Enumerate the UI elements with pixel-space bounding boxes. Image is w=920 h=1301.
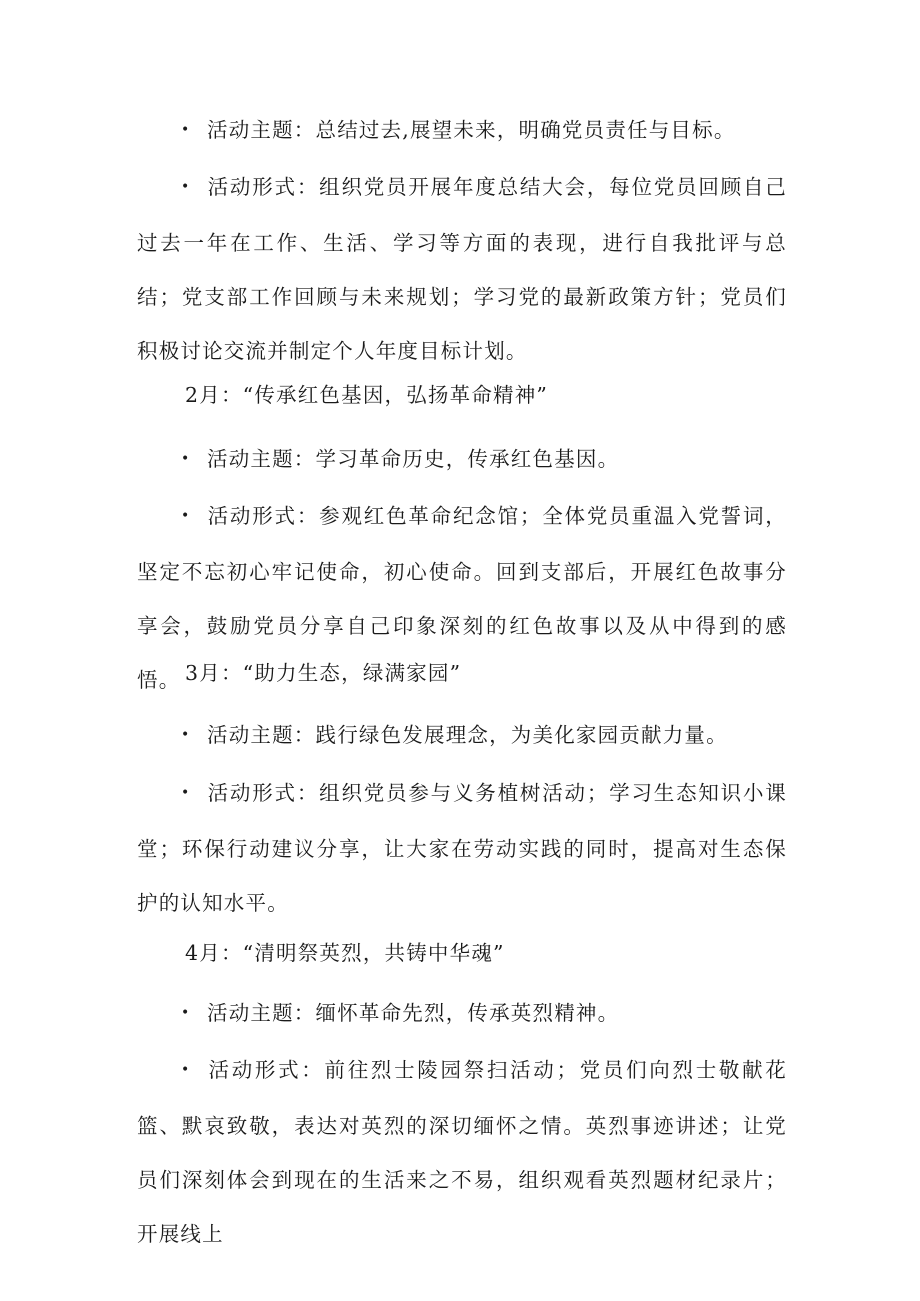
- section-heading: [137, 926, 787, 980]
- bullet-icon: •: [181, 178, 191, 195]
- bullet-icon: •: [181, 784, 191, 801]
- paragraph-text: 活动形式：组织党员开展年度总结大会，每位党员回顾自己过去一年在工作、生活、学习等方面的表现，进行自我批评与总结；党支部工作回顾与未来规划；学习党的最新政策方针；党员们积极讨论交流并制定个人年度目标计划。: [137, 175, 787, 363]
- section-heading: [137, 368, 787, 422]
- bullet-icon: •: [181, 121, 191, 138]
- bullet-icon: •: [181, 726, 191, 743]
- paragraph-text: 活动形式：参观红色革命纪念馆；全体党员重温入党誓词，坚定不忘初心牢记使命，初心使命。回到支部后，开展红色故事分享会，鼓励党员分享自己印象深刻的红色故事以及从中得到的感悟。: [137, 504, 787, 692]
- paragraph-text: 活动主题：学习革命历史，传承红色基因。: [207, 447, 620, 471]
- paragraph-text: 活动主题：缅怀革命先烈，传承英烈精神。: [207, 1001, 620, 1025]
- bullet-paragraph: [137, 986, 787, 1042]
- bullet-icon: •: [181, 1004, 191, 1021]
- bullet-icon: •: [181, 1061, 191, 1078]
- heading-text: 3月：“助力生态，绿满家园”: [185, 661, 462, 685]
- bullet-paragraph: [137, 103, 787, 159]
- paragraph-text: 活动主题：践行绿色发展理念，为美化家园贡献力量。: [207, 723, 728, 747]
- bullet-icon: •: [181, 450, 191, 467]
- paragraph-text: 活动形式：组织党员参与义务植树活动；学习生态知识小课堂；环保行动建议分享，让大家在劳动实践的同时，提高对生态保护的认知水平。: [137, 781, 787, 915]
- heading-text: 4月：“清明祭英烈，共铸中华魂”: [185, 941, 505, 965]
- bullet-paragraph: [137, 160, 787, 378]
- bullet-paragraph: [137, 1043, 787, 1261]
- bullet-paragraph: [137, 708, 787, 764]
- bullet-icon: •: [181, 507, 191, 524]
- bullet-paragraph: [137, 766, 787, 930]
- section-heading: [137, 646, 787, 700]
- paragraph-text: 活动形式：前往烈士陵园祭扫活动；党员们向烈士敬献花篮、默哀致敬，表达对英烈的深切缅怀之情。英烈事迹讲述；让党员们深刻体会到现在的生活来之不易，组织观看英烈题材纪录片；开展线上: [137, 1058, 787, 1246]
- paragraph-text: 活动主题：总结过去,展望未来，明确党员责任与目标。: [207, 118, 736, 142]
- bullet-paragraph: [137, 432, 787, 488]
- heading-text: 2月：“传承红色基因，弘扬革命精神”: [185, 383, 549, 407]
